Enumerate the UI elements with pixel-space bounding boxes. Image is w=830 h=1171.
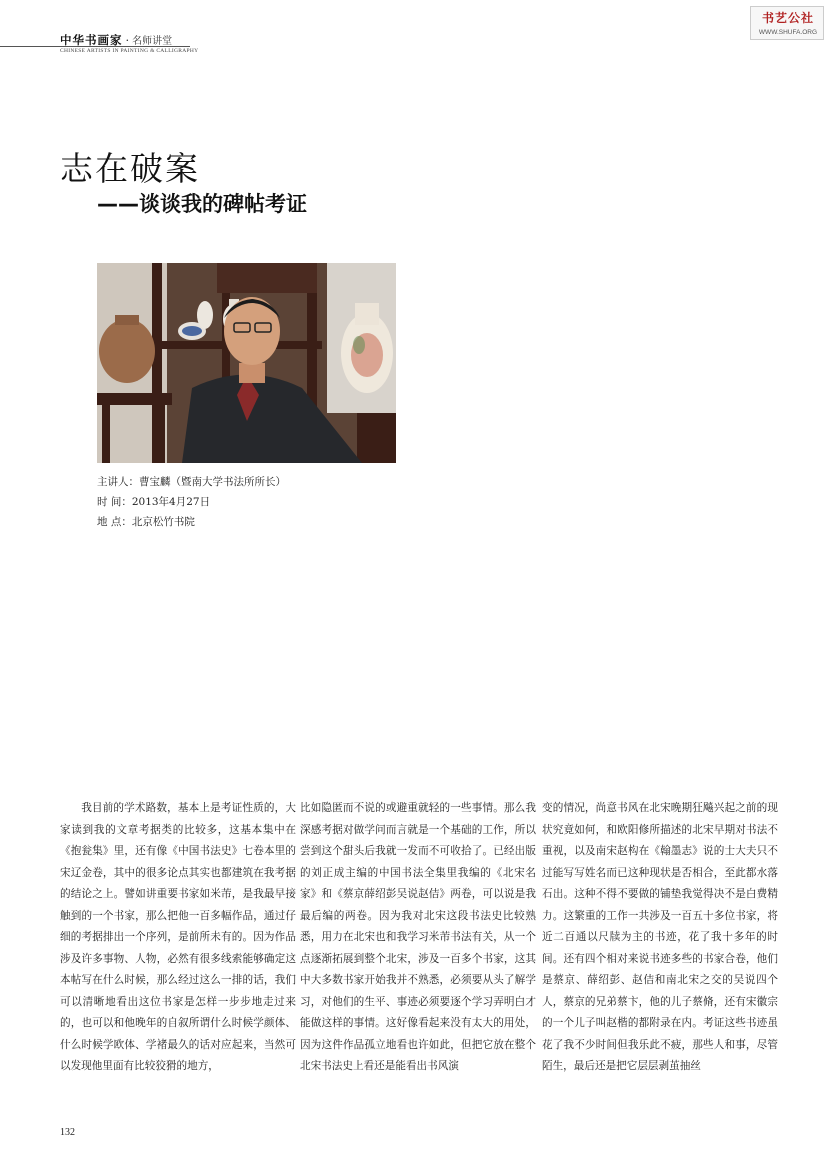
watermark-url: WWW.SHUFA.ORG <box>758 29 818 36</box>
speaker-line: 主讲人：曹宝麟（暨南大学书法所所长） <box>97 476 286 488</box>
body-column-3 <box>542 798 778 1078</box>
speaker-photo-illustration <box>97 263 396 463</box>
body-paragraph-1: 我目前的学术路数，基本上是考证性质的，大家读到我的文章考据类的比较多，这基本集中在《抱瓮集》里，还有像《中国书法史》七卷本里的宋辽金卷，其中的很多论点其实也都建筑在我考据的结论之上。譬如讲重要书家如米芾，是我最早接触到的一个书家，那么把他一百多幅作品，通过仔细的考据排出一个序列，是前所未有的。因为作品涉及许多事物、人物，必然有很多线索能够确定这本帖写在什么时候，那么经过这么一排的话，我们可以清晰地看出这位书家是怎样一步步地走过来的，也可以和他晚年的自叙所谓什么时候学颜体、什么时候学欧体、学褚最久的话对应起来，当然可以发现他里面有比较狡猾的地方， <box>60 802 296 1072</box>
article-subtitle: ——谈谈我的碑帖考证 <box>97 192 307 216</box>
brand-name: 中华书画家 <box>60 33 123 47</box>
section-name: 名师讲堂 <box>132 36 173 47</box>
brand-english: CHINESE ARTISTS IN PAINTING & CALLIGRAPHY <box>60 48 199 54</box>
speaker-photo <box>97 263 396 463</box>
body-column-1 <box>60 798 296 1078</box>
body-column-2 <box>300 798 536 1078</box>
lecture-info <box>97 472 286 532</box>
watermark-logo <box>750 6 824 40</box>
location-line: 地 点：北京松竹书院 <box>97 516 195 528</box>
watermark-name: 书艺公社 <box>761 11 814 25</box>
page-header <box>0 28 830 58</box>
body-paragraph-2: 比如隐匿而不说的或避重就轻的一些事情。那么我深感考据对做学问而言就是一个基础的工作，所以尝到这个甜头后我就一发而不可收拾了。已经出版的刘正成主编的中国书法全集里我编的《北宋名家》和《蔡京薛绍彭吴说赵佶》两卷，可以说是我最后编的两卷。因为我对北宋这段书法史比较熟悉，用力在北宋也和我学习米芾书法有关，从一个点逐渐拓展到整个北宋，涉及一百多个书家，这其中大多数书家开始我并不熟悉，必须要从头了解学习，对他们的生平、事迹必须要逐个学习弄明白才能做这样的事情。这好像看起来没有太大的用处，因为这件作品孤立地看也许如此，但把它放在整个北宋书法史上看还是能看出书风演 <box>300 802 536 1072</box>
time-line: 时 间：2013年4月27日 <box>97 496 211 508</box>
magazine-brand <box>60 32 172 48</box>
article-title: 志在破案 <box>60 149 200 188</box>
body-paragraph-3: 变的情况，尚意书风在北宋晚期狂飚兴起之前的现状究竟如何，和欧阳修所描述的北宋早期对书法不重视，以及南宋赵构在《翰墨志》说的士大夫只不过能写写姓名而已这种现状是否相合，至此都水落石出。这种不得不要做的铺垫我觉得决不是白费精力。这繁重的工作一共涉及一百五十多位书家，将近二百通以尺牍为主的书迹，花了我十多年的时间。还有四个相对来说书迹多些的书家合卷，他们是蔡京、薛绍彭、赵佶和南北宋之交的吴说四个人，蔡京的兄弟蔡卞，他的儿子蔡脩，还有宋徽宗的一个儿子叫赵楷的都附录在内。考证这些书迹虽花了我不少时间但我乐此不疲，那些人和事，尽管陌生，最后还是把它层层剥茧抽丝 <box>542 802 778 1072</box>
brand-separator: · <box>125 33 130 47</box>
page-number: 132 <box>60 1127 75 1138</box>
